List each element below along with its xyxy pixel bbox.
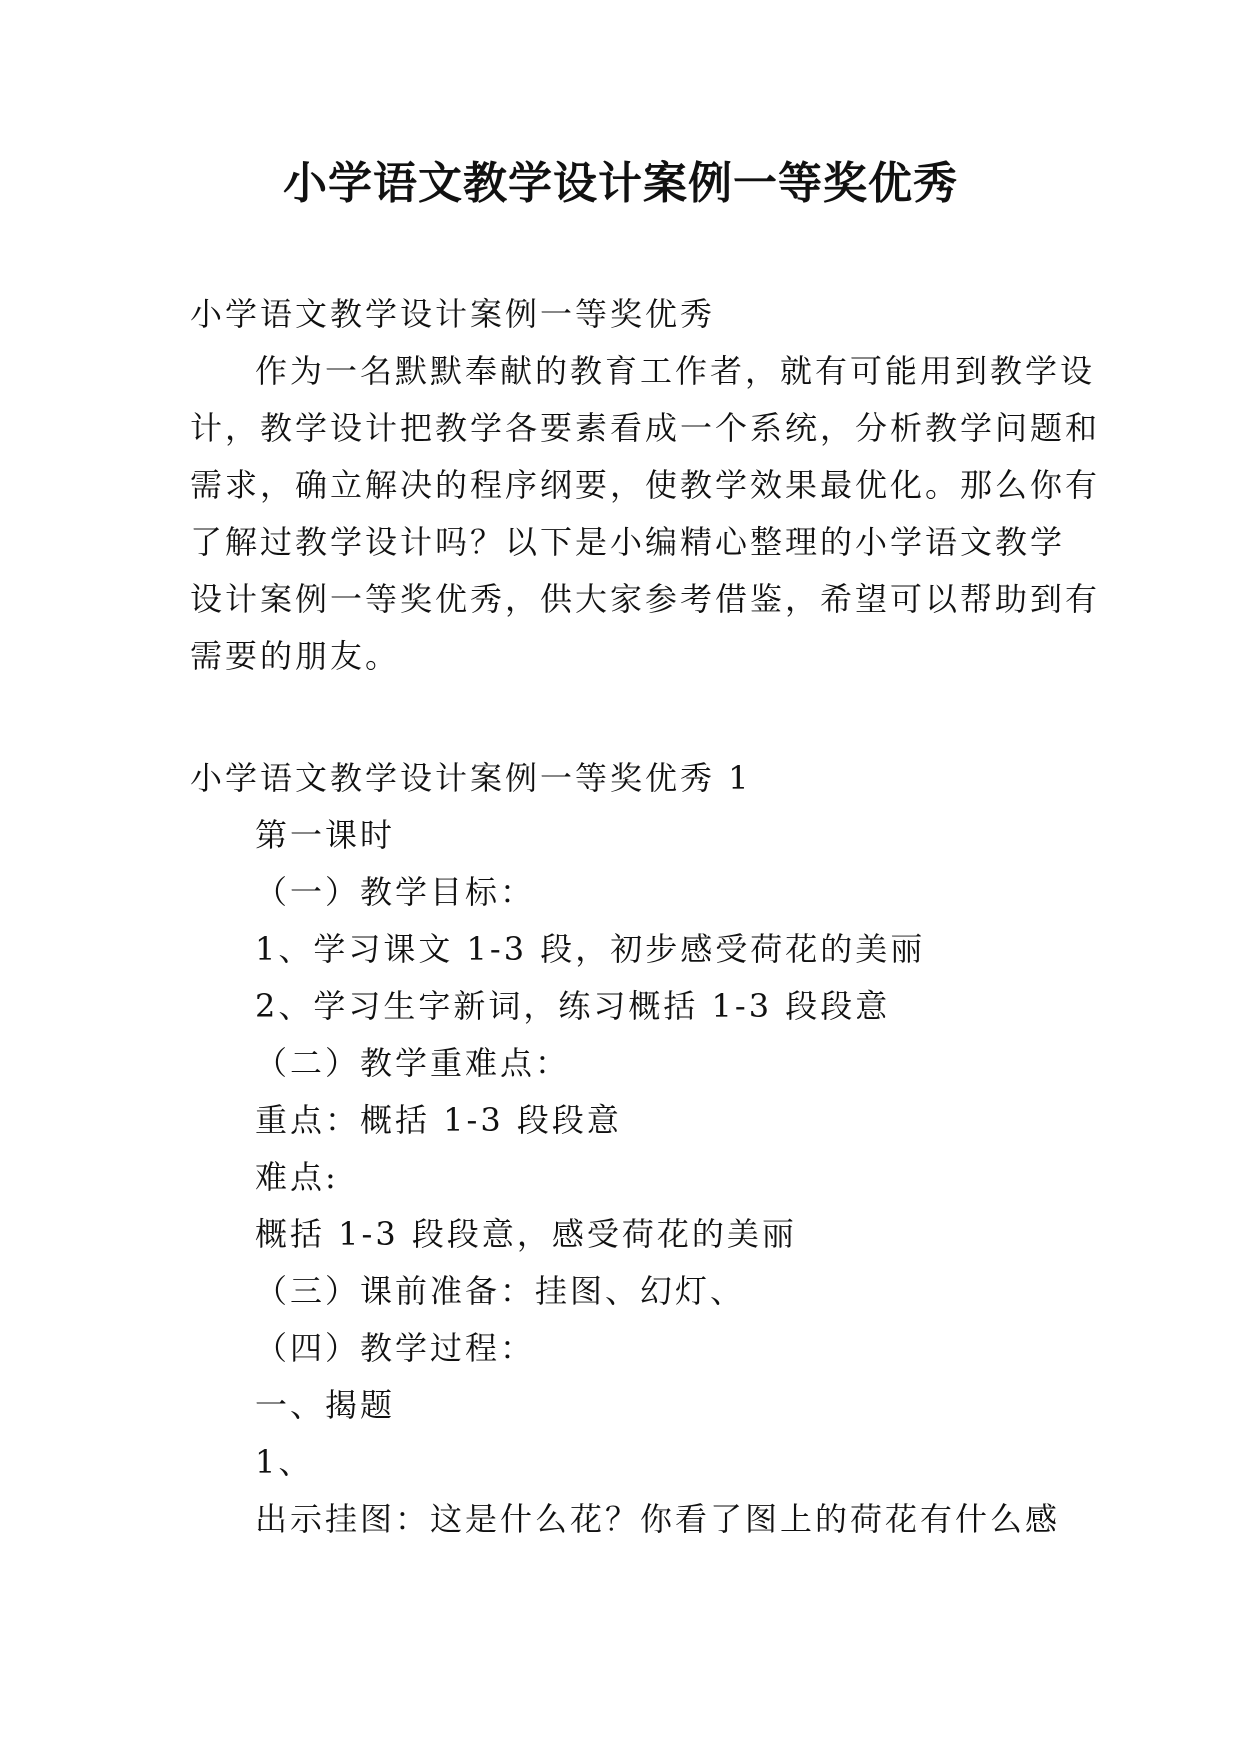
lesson-line-2: （一）教学目标： xyxy=(255,873,536,911)
intro-line-1: 作为一名默默奉献的教育工作者，就有可能用到教学设 xyxy=(255,352,1096,390)
lesson-line-1: 第一课时 xyxy=(255,816,396,854)
lesson-line-8: 概括 1-3 段段意，感受荷花的美丽 xyxy=(255,1215,797,1253)
intro-line-6: 需要的朋友。 xyxy=(190,637,401,675)
lesson-line-10: （四）教学过程： xyxy=(255,1329,536,1367)
lesson-line-12: 1、 xyxy=(255,1443,314,1481)
intro-line-5: 设计案例一等奖优秀，供大家参考借鉴，希望可以帮助到有 xyxy=(190,580,1101,618)
intro-line-2: 计，教学设计把教学各要素看成一个系统，分析教学问题和 xyxy=(190,409,1101,447)
lesson-line-11: 一、揭题 xyxy=(255,1386,396,1424)
section-heading: 小学语文教学设计案例一等奖优秀 1 xyxy=(190,759,752,797)
lesson-line-13: 出示挂图：这是什么花？你看了图上的荷花有什么感 xyxy=(255,1500,1061,1538)
document-title: 小学语文教学设计案例一等奖优秀 xyxy=(283,158,958,209)
lesson-line-5: （二）教学重难点： xyxy=(255,1044,571,1082)
lesson-line-3: 1、学习课文 1-3 段，初步感受荷花的美丽 xyxy=(255,930,926,968)
document-subtitle: 小学语文教学设计案例一等奖优秀 xyxy=(190,295,716,333)
lesson-line-6: 重点：概括 1-3 段段意 xyxy=(255,1101,622,1139)
lesson-line-4: 2、学习生字新词，练习概括 1-3 段段意 xyxy=(255,987,891,1025)
lesson-line-9: （三）课前准备：挂图、幻灯、 xyxy=(255,1272,746,1310)
lesson-line-7: 难点: xyxy=(255,1158,339,1196)
intro-line-3: 需求，确立解决的程序纲要，使教学效果最优化。那么你有 xyxy=(190,466,1101,504)
intro-line-4: 了解过教学设计吗？以下是小编精心整理的小学语文教学 xyxy=(190,523,1066,561)
